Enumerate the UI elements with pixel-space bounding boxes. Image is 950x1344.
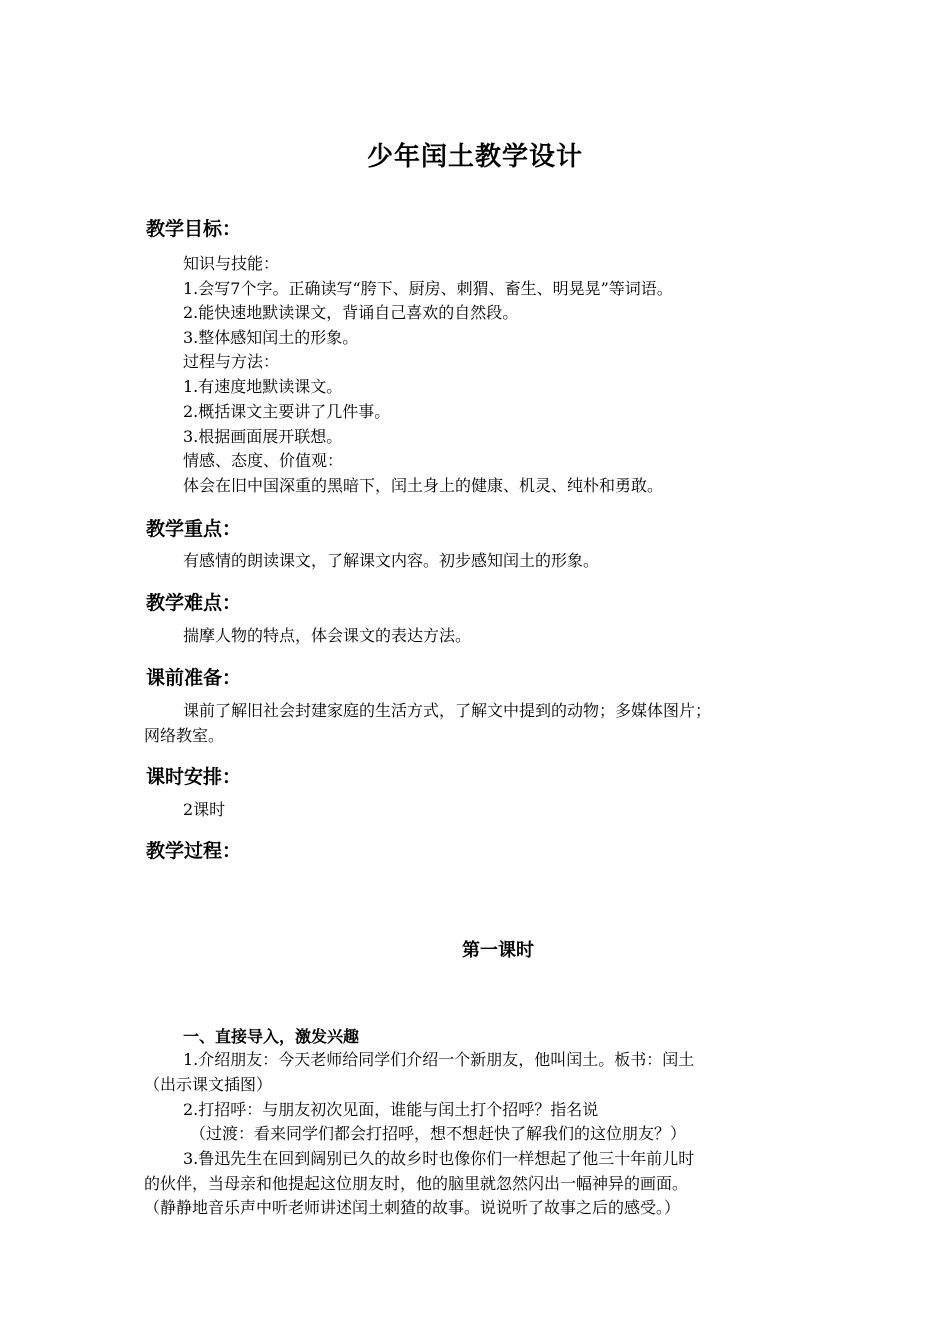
schedule-text: 2课时: [183, 800, 226, 819]
paragraph-line: （静静地音乐声中听老师讲述闰土刺猹的故事。说说听了故事之后的感受。）: [144, 1198, 681, 1217]
lesson-title: 第一课时: [462, 940, 534, 961]
emotion-text: 体会在旧中国深重的黑暗下，闰土身上的健康、机灵、纯朴和勇敢。: [183, 476, 664, 495]
knowledge-item: 2.能快速地默读课文，背诵自己喜欢的自然段。: [183, 303, 519, 322]
paragraph-line: 3.鲁迅先生在回到阔别已久的故乡时也像你们一样想起了他三十年前儿时: [183, 1149, 695, 1168]
preparation-text: 课前了解旧社会封建家庭的生活方式，了解文中提到的动物；多媒体图片；: [183, 701, 712, 720]
transition-note: （过渡：看来同学们都会打招呼，想不想赶快了解我们的这位朋友？）: [190, 1124, 687, 1143]
process-label: 过程与方法：: [183, 352, 280, 371]
schedule-heading: 课时安排：: [146, 766, 242, 788]
paragraph-line: （出示课文插图）: [144, 1075, 273, 1094]
process-heading: 教学过程：: [146, 840, 242, 862]
key-points-heading: 教学重点：: [146, 518, 242, 540]
difficulties-text: 揣摩人物的特点，体会课文的表达方法。: [183, 626, 472, 645]
section-title: 一、直接导入，激发兴趣: [183, 1027, 360, 1046]
process-item: 1.有速度地默读课文。: [183, 377, 343, 396]
preparation-heading: 课前准备：: [146, 667, 242, 689]
knowledge-item: 1.会写7个字。正确读写“胯下、厨房、刺猬、畜生、明晃晃”等词语。: [183, 279, 673, 298]
key-points-text: 有感情的朗读课文，了解课文内容。初步感知闰土的形象。: [183, 551, 600, 570]
document-title: 少年闰土教学设计: [366, 142, 583, 172]
objectives-heading: 教学目标：: [146, 218, 242, 240]
paragraph-line: 1.介绍朋友：今天老师给同学们介绍一个新朋友，他叫闰土。板书：闰土: [183, 1050, 695, 1069]
preparation-text: 网络教室。: [144, 726, 225, 745]
difficulties-heading: 教学难点：: [146, 592, 242, 614]
paragraph-line: 的伙伴，当母亲和他提起这位朋友时，他的脑里就忽然闪出一幅神异的画面。: [144, 1174, 689, 1193]
knowledge-label: 知识与技能：: [183, 254, 280, 273]
paragraph-line: 2.打招呼：与朋友初次见面，谁能与闰土打个招呼？指名说: [183, 1100, 599, 1119]
knowledge-item: 3.整体感知闰土的形象。: [183, 328, 359, 347]
process-item: 2.概括课文主要讲了几件事。: [183, 402, 391, 421]
emotion-label: 情感、态度、价值观：: [183, 451, 344, 470]
process-item: 3.根据画面展开联想。: [183, 427, 343, 446]
